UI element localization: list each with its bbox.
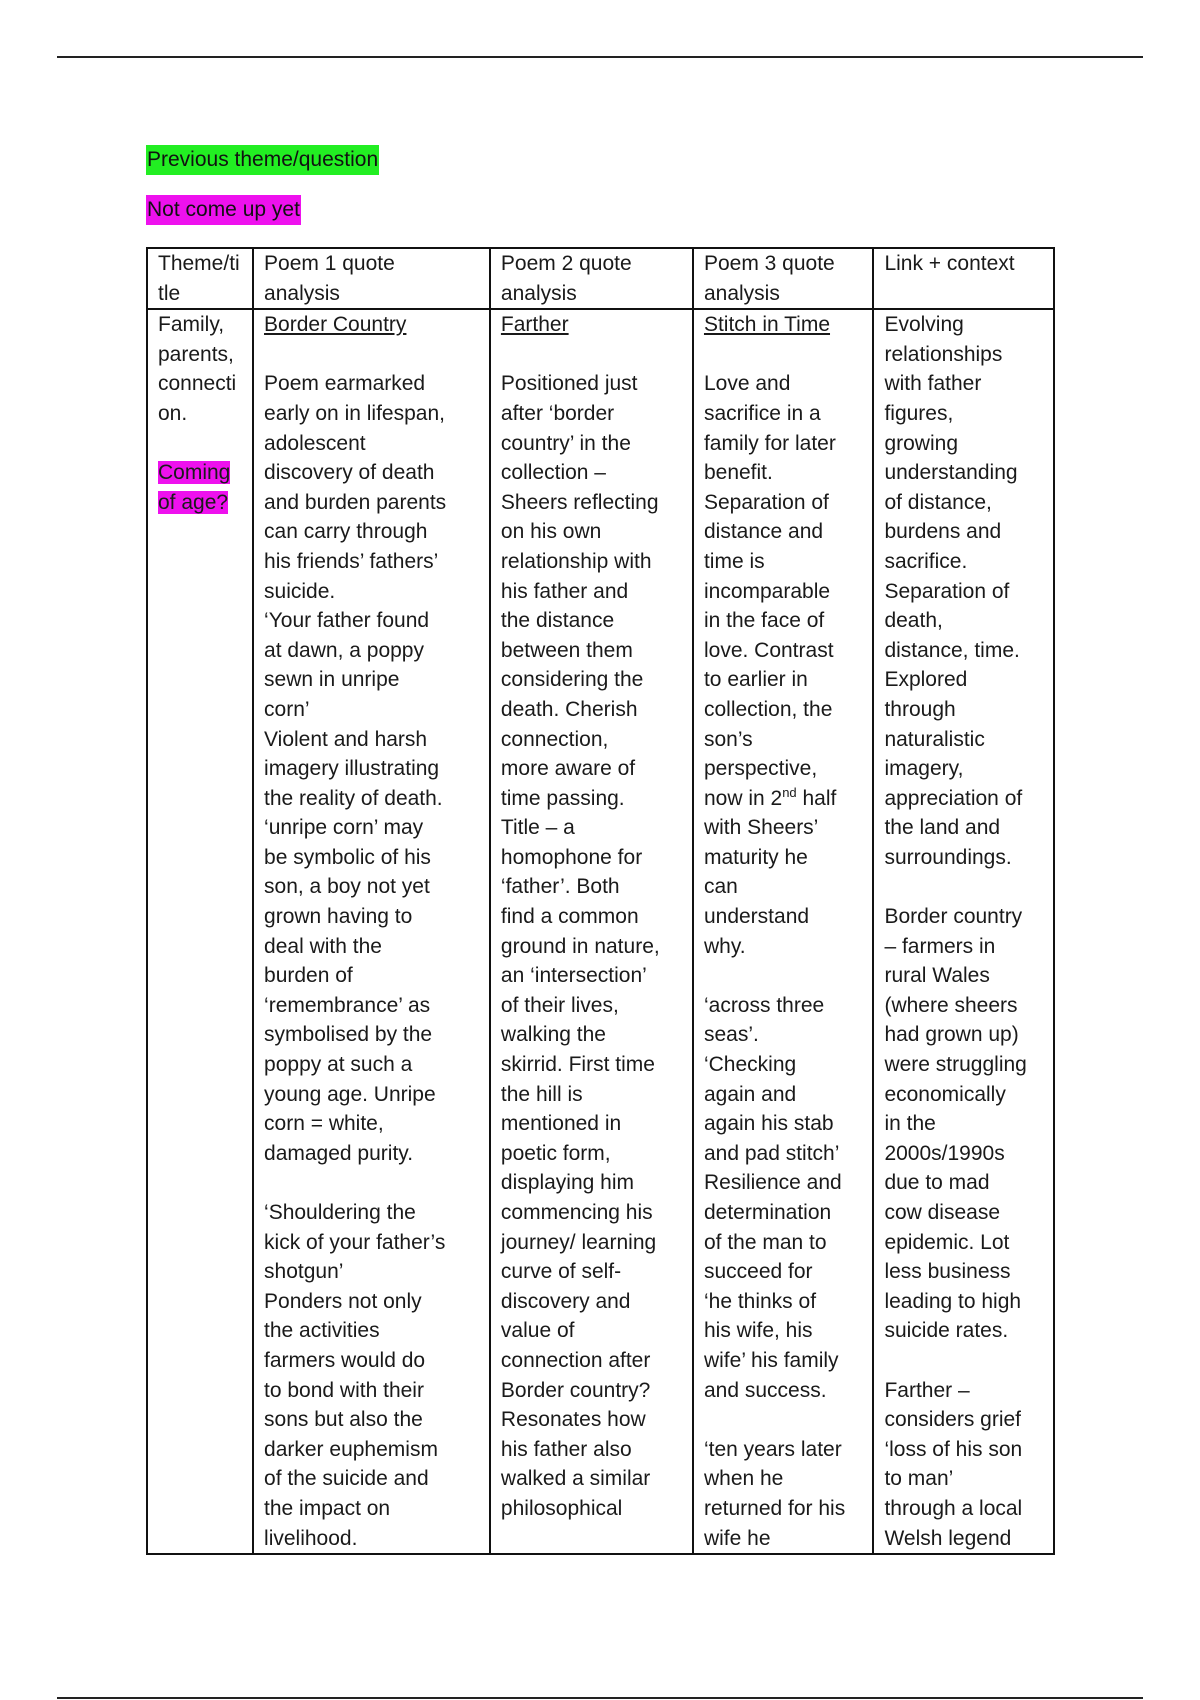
header-line: analysis [264,281,340,305]
column-header [873,248,1054,309]
legend-previous-theme: Previous theme/question [146,145,379,175]
text-line: ‘ten years later [703,1437,842,1461]
text-line: Resilience and [703,1171,842,1195]
text-line: between them [500,638,633,662]
text-line: grown having to [264,905,413,929]
text-line: succeed for [703,1260,813,1284]
text-line: ground in nature, [500,934,660,958]
text-line: Separation of [703,490,829,514]
paragraph-gap [264,340,479,370]
text-line: of the suicide and [264,1467,429,1491]
text-line: ‘loss of his son [884,1437,1023,1461]
text-line: 2000s/1990s [884,1141,1005,1165]
column-header [147,248,253,309]
text-line: corn’ [264,697,310,721]
text-line: time is [703,549,765,573]
theme-line: Family, [158,313,225,337]
text-line: of their lives, [500,993,619,1017]
paragraph-gap [884,872,1043,902]
header-line: Theme/ti [158,252,240,275]
text-line: be symbolic of his [264,845,431,869]
ordinal-suffix: nd [782,784,797,800]
text-line: the activities [264,1319,380,1343]
text-line: collection – [500,461,606,485]
text-line: through [884,697,956,721]
column-header [490,248,693,309]
text-line: ‘unripe corn’ may [264,816,424,840]
text-line: ‘father’. Both [500,875,620,899]
text-line: philosophical [500,1496,623,1520]
text-line: Separation of [884,579,1010,603]
paragraph-gap [158,429,242,459]
text-line: time passing. [500,786,625,810]
text-line: poetic form, [500,1141,611,1165]
text-line: sacrifice. [884,549,968,573]
poem2-title: Farther [500,313,569,337]
text-line: through a local [884,1496,1023,1520]
text-line: son’s [703,727,753,751]
text-line: (where sheers [884,993,1018,1017]
header-line: Poem 2 quote [500,252,632,275]
text-line: understanding [884,461,1018,485]
text-fragment: now in 2 [703,786,783,810]
highlighted-theme-line [158,488,242,518]
text-line: after ‘border [500,401,615,425]
text-line: on his own [500,520,602,544]
text-line: Evolving [884,313,964,337]
text-line: were struggling [884,1053,1027,1077]
text-line: Love and [703,372,791,396]
text-line: perspective, [703,757,818,781]
text-line: symbolised by the [264,1023,433,1047]
text-line: considers grief [884,1408,1022,1432]
poem1-title: Border Country [264,313,407,337]
poem3-title: Stitch in Time [703,313,831,337]
text-line: sacrifice in a [703,401,821,425]
text-line: walked a similar [500,1467,651,1491]
text-line: – farmers in [884,934,996,958]
text-line: journey/ learning [500,1230,657,1254]
text-line: burdens and [884,520,1002,544]
text-line: can carry through [264,520,428,544]
text-line: suicide. [264,579,336,603]
text-line: his father also [500,1437,632,1461]
text-line: ‘across three [703,993,825,1017]
text-line: death. Cherish [500,697,638,721]
text-line: at dawn, a poppy [264,638,424,662]
text-line: connection, [500,727,609,751]
text-line: leading to high [884,1289,1022,1313]
text-line: value of [500,1319,575,1343]
text-line: family for later [703,431,836,455]
theme-cell [147,309,253,1554]
text-line: Border country [884,905,1023,929]
text-line: naturalistic [884,727,985,751]
text-line: considering the [500,668,644,692]
text-line: to man’ [884,1467,954,1491]
text-line: the hill is [500,1082,583,1106]
text-line: imagery illustrating [264,757,440,781]
poem1-cell [253,309,490,1554]
text-line: displaying him [500,1171,634,1195]
text-line: ‘remembrance’ as [264,993,431,1017]
text-line: Poem earmarked [264,372,426,396]
text-line: of the man to [703,1230,827,1254]
text-line: distance, time. [884,638,1020,662]
theme-line: connecti [158,372,237,396]
text-line: wife’ his family [703,1348,839,1372]
text-line: ‘he thinks of [703,1289,817,1313]
text-line: commencing his [500,1201,653,1224]
text-line [704,784,862,814]
footer-rule [57,1697,1143,1699]
table-header-row [147,248,1054,309]
text-line: ‘Checking [703,1053,797,1077]
text-line: surroundings. [884,845,1012,869]
text-line: growing [884,431,958,455]
header-rule [57,56,1143,58]
text-line: Violent and harsh [264,727,428,751]
magenta-highlight: Coming [158,461,231,485]
text-line: discovery and [500,1289,631,1313]
text-line: find a common [500,905,639,929]
text-line: with father [884,372,982,396]
paragraph-gap [501,340,682,370]
text-line: Resonates how [500,1408,646,1432]
paragraph-gap [704,1405,862,1435]
text-line: connection after [500,1348,651,1372]
paragraph-gap [704,961,862,991]
header-line: Poem 1 quote [264,252,395,275]
text-line: sons but also the [264,1408,423,1432]
text-line: Ponders not only [264,1289,422,1313]
text-line: why. [703,934,746,958]
text-line: wife he [703,1526,771,1550]
text-line: rural Wales [884,964,990,988]
text-line: cow disease [884,1201,1001,1224]
text-line: with Sheers’ [703,816,819,840]
text-line: distance and [703,520,824,544]
text-line: returned for his [703,1496,846,1520]
text-line: incomparable [703,579,831,603]
table-row [147,309,1054,1554]
header-line: analysis [703,281,780,305]
text-fragment: half [796,786,837,810]
text-line: deal with the [264,934,382,958]
text-line: when he [703,1467,784,1491]
text-line: adolescent [264,431,366,455]
magenta-highlight: of age? [158,490,229,514]
column-header [693,248,873,309]
text-line: again his stab [703,1112,834,1136]
text-line: kick of your father’s [264,1230,446,1254]
text-line: figures, [884,401,954,425]
text-line: Farther – [884,1378,970,1402]
text-line: damaged purity. [264,1141,414,1165]
text-line: and burden parents [264,490,447,514]
text-line: due to mad [884,1171,990,1195]
theme-line: on. [158,401,188,425]
legend-not-come-up-yet: Not come up yet [146,195,301,225]
theme-line: parents, [158,342,234,366]
text-line: benefit. [703,461,773,485]
text-line: Positioned just [500,372,638,396]
text-line: sewn in unripe [264,668,400,692]
text-line: and pad stitch’ [703,1141,840,1165]
text-line: mentioned in [500,1112,622,1136]
text-line: relationship with [500,549,652,573]
highlighted-theme-line [158,458,242,488]
text-line: Title – a [500,816,575,840]
text-line: appreciation of [884,786,1023,810]
text-line: Explored [884,668,968,692]
text-line: his wife, his [703,1319,813,1343]
text-line: young age. Unripe [264,1082,436,1106]
text-line: and success. [703,1378,827,1402]
poem2-cell [490,309,693,1554]
header-line: analysis [500,281,577,305]
text-line: the distance [500,609,615,633]
text-line: determination [703,1201,832,1224]
text-line: epidemic. Lot [884,1230,1010,1254]
text-line: Sheers reflecting [500,490,659,514]
text-line: poppy at such a [264,1053,413,1077]
text-line: had grown up) [884,1023,1019,1047]
text-line: skirrid. First time [500,1053,655,1077]
text-line: understand [703,905,810,929]
text-line: an ‘intersection’ [500,964,647,988]
text-line: his father and [500,579,629,603]
header-line: tle [158,281,181,305]
text-line: Welsh legend [884,1526,1012,1550]
paragraph-gap [264,1168,479,1198]
text-line: homophone for [500,845,643,869]
poetry-analysis-table [146,247,1055,1555]
text-line: seas’. [703,1023,759,1047]
text-line: burden of [264,964,353,988]
text-line: relationships [884,342,1003,366]
text-line: again and [703,1082,797,1106]
text-line: curve of self- [500,1260,622,1284]
text-line: collection, the [703,697,833,721]
paragraph-gap [704,340,862,370]
text-line: livelihood. [264,1526,358,1550]
text-line: farmers would do [264,1348,426,1372]
paragraph-gap [884,1346,1043,1376]
header-line: Link + context [884,252,1015,275]
text-line: walking the [500,1023,606,1047]
text-line: shotgun’ [264,1260,344,1284]
poem3-cell [693,309,873,1554]
header-line: Poem 3 quote [703,252,835,275]
text-line: less business [884,1260,1011,1284]
text-line: ‘Shouldering the [264,1201,416,1224]
text-line: in the [884,1112,936,1136]
text-line: of distance, [884,490,992,514]
text-line: darker euphemism [264,1437,438,1461]
text-line: in the face of [703,609,825,633]
text-line: can [703,875,738,899]
text-line: the reality of death. [264,786,443,810]
text-line: more aware of [500,757,636,781]
text-line: to earlier in [703,668,808,692]
text-line: early on in lifespan, [264,401,445,425]
text-line: discovery of death [264,461,435,485]
column-header [253,248,490,309]
text-line: imagery, [884,757,964,781]
text-line: son, a boy not yet [264,875,430,899]
text-line: Border country? [500,1378,651,1402]
text-line: the land and [884,816,1001,840]
text-line: corn = white, [264,1112,384,1136]
text-line: maturity he [703,845,808,869]
link-context-cell [873,309,1054,1554]
text-line: love. Contrast [703,638,834,662]
text-line: his friends’ fathers’ [264,549,439,573]
text-line: the impact on [264,1496,391,1520]
text-line: economically [884,1082,1006,1106]
text-line: suicide rates. [884,1319,1009,1343]
text-line: ‘Your father found [264,609,430,633]
text-line: to bond with their [264,1378,424,1402]
text-line: country’ in the [500,431,631,455]
text-line: death, [884,609,943,633]
